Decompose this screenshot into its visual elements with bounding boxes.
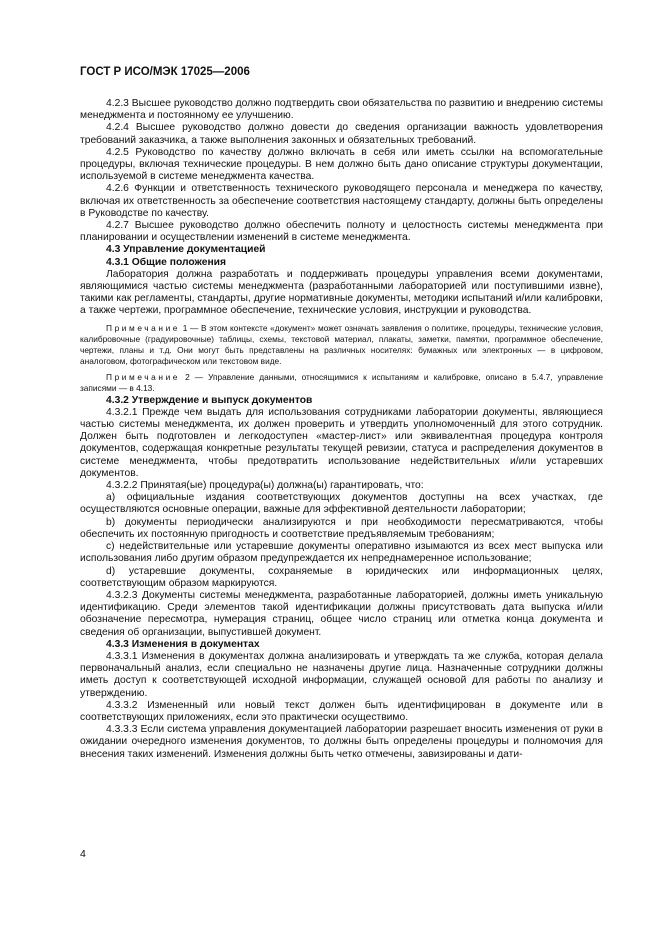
note-2-text: 2 — Управление данными, относящимися к испытаниям и калибровке, описано в 5.4.7, управление записями — в 4.13. [80, 371, 603, 393]
note-2 [80, 372, 603, 394]
note-1-text: 1 — В этом контексте «документ» может означать заявления о политике, процедуры, технические условия, калибровочные (градуировочные) таблицы, схемы, текстовой материал, плакаты, заметки, памятки, программное обеспечение, чертежи, планы и т.д. Они могут быть представлены на различных носителях: бумажных или электронных — в цифровом, аналоговом, фотографическом или текстовом виде. [80, 322, 603, 366]
paragraph-4-2-7: 4.2.7 Высшее руководство должно обеспечить полноту и целостность системы менеджмента при планировании и осуществлении изменений в системе менеджмента. [80, 220, 603, 244]
paragraph-4-2-4: 4.2.4 Высшее руководство должно довести до сведения организации важность удовлетворения требований заказчика, а также выполнения законных и обязательных требований. [80, 122, 603, 146]
document-body [80, 98, 603, 761]
list-item-d: d) устаревшие документы, сохраняемые в юридических или информационных целях, соответствующим образом маркируются. [80, 565, 603, 589]
section-heading-4-3-1: 4.3.1 Общие положения [106, 256, 226, 268]
list-item-a: а) официальные издания соответствующих документов доступны на всех участках, где осуществляются основные операции, важные для эффективной деятельности лаборатории; [80, 492, 603, 516]
list-item-b: b) документы периодически анализируются и при необходимости пересматриваются, чтобы обеспечить их постоянную пригодность и соответствие предъявляемым требованиям; [80, 516, 603, 540]
section-heading-4-3-3: 4.3.3 Изменения в документах [106, 638, 260, 650]
paragraph-4-3-3-2: 4.3.3.2 Измененный или новый текст должен быть идентифицирован в документе или в соответствующих приложениях, если это практически осуществимо. [80, 699, 603, 723]
paragraph-4-3-2-3: 4.3.2.3 Документы системы менеджмента, разработанные лабораторией, должны иметь уникальную идентификацию. Среди элементов такой идентификации должны присутствовать дата выпуска и/или обозначение пересмотра, нумерация страниц, общее число страниц или отметка конца документа и сведения об организации, выпустившей документ. [80, 589, 603, 638]
document-header-title: ГОСТ Р ИСО/МЭК 17025—2006 [80, 66, 250, 78]
paragraph-4-3-2-2: 4.3.2.2 Принятая(ые) процедура(ы) должна(ы) гарантировать, что: [106, 480, 424, 492]
paragraph-4-3-3-1: 4.3.3.1 Изменения в документах должна анализировать и утверждать та же служба, которая делала первоначальный анализ, если специально не назначены другие лица. Назначенные сотрудники должны иметь доступ к соответствующей исходной информации, служащей основой для работы по анализу и утверждению. [80, 650, 603, 699]
page-number: 4 [80, 848, 86, 860]
list-item-c: c) недействительные или устаревшие документы оперативно изымаются из всех мест выпуска или использования либо другим образом предупреждается их непреднамеренное использование; [80, 541, 603, 565]
paragraph-4-2-6: 4.2.6 Функции и ответственность технического руководящего персонала и менеджера по качеству, включая их ответственность за обеспечение соответствия настоящему стандарту, должны быть определены в Руководстве по качеству. [80, 183, 603, 219]
paragraph-4-3-2-1: 4.3.2.1 Прежде чем выдать для использования сотрудниками лаборатории документы, являющиеся частью системы менеджмента, их должен проверить и утвердить уполномоченный для этого сотрудник. Должен быть подготовлен и легкодоступен «мастер-лист» или эквивалентная процедура контроля документов, содержащая конкретные результаты текущей ревизии, статуса и распределения документов в системе менеджмента, чтобы предотвратить использование недействительных и/или устаревших документов. [80, 406, 603, 479]
note-2-label: Примечание [106, 371, 181, 382]
section-heading-4-3: 4.3 Управление документацией [106, 244, 266, 256]
note-1 [80, 323, 603, 367]
note-1-label: Примечание [106, 322, 181, 333]
section-heading-4-3-2: 4.3.2 Утверждение и выпуск документов [106, 394, 313, 406]
paragraph-4-2-5: 4.2.5 Руководство по качеству должно включать в себя или иметь ссылки на вспомогательные процедуры, включая технические процедуры. В нем должно быть дано описание структуры документации, используемой в системе менеджмента качества. [80, 146, 603, 183]
paragraph-4-3-3-3: 4.3.3.3 Если система управления документацией лаборатории разрешает вносить изменения от руки в ожидании очередного изменения документов, то должны быть определены процедуры и полномочия для внесения таких изменений. Изменения должны быть четко отмечены, завизированы и дати- [80, 724, 603, 760]
paragraph-4-2-3: 4.2.3 Высшее руководство должно подтвердить свои обязательства по развитию и внедрению системы менеджмента и постоянному ее улучшению. [80, 98, 603, 122]
paragraph-4-3-1: Лаборатория должна разработать и поддерживать процедуры управления всеми документами, являющимися частью системы менеджмента (разработанными лабораторией или поступившими извне), такими как регламенты, стандарты, другие нормативные документы, методики испытаний и/или калибровки, а также чертежи, программное обеспечение, технические условия, инструкции и руководства. [80, 268, 603, 317]
